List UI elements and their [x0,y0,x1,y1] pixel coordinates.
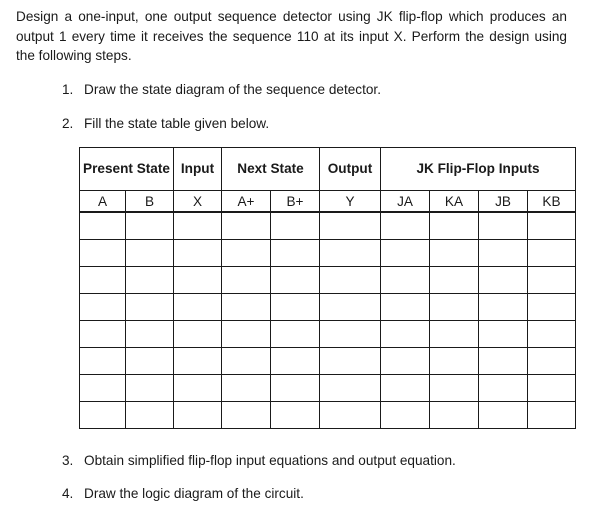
table-cell [430,240,479,267]
subheader-ka: KA [430,191,479,213]
table-cell [271,348,320,375]
table-row [80,294,576,321]
table-cell [80,294,126,321]
table-cell [271,294,320,321]
table-cell [222,294,271,321]
table-cell [222,267,271,294]
header-output: Output [320,148,381,191]
table-cell [320,212,381,240]
table-cell [479,294,528,321]
step-4 [62,485,304,503]
table-cell [80,402,126,429]
table-cell [174,375,222,402]
step-4-number: 4. [62,486,74,501]
table-cell [271,267,320,294]
table-cell [271,212,320,240]
table-row [80,321,576,348]
table-cell [174,348,222,375]
table-subheader-row [80,191,576,213]
step-4-text: Draw the logic diagram of the circuit. [84,486,304,501]
table-cell [479,321,528,348]
table-cell [126,212,174,240]
table-row [80,375,576,402]
subheader-b: B [126,191,174,213]
table-cell [222,348,271,375]
table-cell [430,348,479,375]
table-row [80,348,576,375]
table-cell [271,321,320,348]
table-cell [126,294,174,321]
table-cell [430,294,479,321]
step-2 [62,115,269,133]
header-present-state: Present State [80,148,174,191]
table-row [80,402,576,429]
table-cell [320,375,381,402]
table-cell [430,267,479,294]
table-cell [479,402,528,429]
table-cell [430,212,479,240]
table-cell [222,321,271,348]
subheader-kb: KB [528,191,576,213]
table-cell [271,375,320,402]
table-cell [479,348,528,375]
header-next-state: Next State [222,148,320,191]
state-table [79,147,576,429]
table-cell [222,402,271,429]
table-cell [80,375,126,402]
table-cell [126,348,174,375]
table-cell [430,321,479,348]
table-cell [381,294,430,321]
subheader-jb: JB [479,191,528,213]
table-cell [479,375,528,402]
table-cell [381,267,430,294]
subheader-a-next: A+ [222,191,271,213]
table-cell [528,348,576,375]
table-cell [528,402,576,429]
table-cell [479,240,528,267]
table-cell [320,402,381,429]
table-cell [126,402,174,429]
table-cell [381,375,430,402]
step-3-number: 3. [62,453,74,468]
header-jk-inputs: JK Flip-Flop Inputs [381,148,576,191]
table-cell [126,240,174,267]
table-cell [80,212,126,240]
step-1-number: 1. [62,82,74,97]
table-cell [528,267,576,294]
table-cell [479,267,528,294]
table-cell [430,375,479,402]
table-cell [479,212,528,240]
subheader-y: Y [320,191,381,213]
table-header-row [80,148,576,191]
table-cell [222,375,271,402]
step-3 [62,452,456,470]
table-cell [126,375,174,402]
table-cell [174,267,222,294]
table-cell [126,321,174,348]
step-1-text: Draw the state diagram of the sequence detector. [84,82,381,97]
table-cell [80,321,126,348]
table-cell [528,294,576,321]
table-cell [320,267,381,294]
table-cell [80,267,126,294]
table-cell [126,267,174,294]
table-cell [80,240,126,267]
table-cell [174,294,222,321]
table-cell [222,240,271,267]
table-cell [174,240,222,267]
subheader-b-next: B+ [271,191,320,213]
table-cell [381,321,430,348]
table-cell [320,240,381,267]
table-cell [381,348,430,375]
subheader-a: A [80,191,126,213]
table-cell [174,402,222,429]
table-cell [528,375,576,402]
table-row [80,267,576,294]
table-row [80,240,576,267]
step-2-text: Fill the state table given below. [84,116,270,131]
header-input: Input [174,148,222,191]
table-row [80,212,576,240]
step-2-number: 2. [62,116,74,131]
step-3-text: Obtain simplified flip-flop input equations and output equation. [84,453,456,468]
subheader-x: X [174,191,222,213]
table-cell [174,321,222,348]
table-cell [381,240,430,267]
table-cell [80,348,126,375]
step-1 [62,81,381,99]
table-cell [320,321,381,348]
problem-statement: Design a one-input, one output sequence detector using JK flip-flop which produces an output 1 every time it receives the sequence 110 at its input X. Perform the design using the following steps. [16,9,567,63]
table-cell [381,212,430,240]
table-cell [222,212,271,240]
table-cell [528,321,576,348]
table-cell [320,348,381,375]
table-cell [271,402,320,429]
subheader-ja: JA [381,191,430,213]
table-cell [528,212,576,240]
table-cell [381,402,430,429]
table-cell [271,240,320,267]
table-cell [320,294,381,321]
table-cell [174,212,222,240]
table-cell [528,240,576,267]
table-cell [430,402,479,429]
